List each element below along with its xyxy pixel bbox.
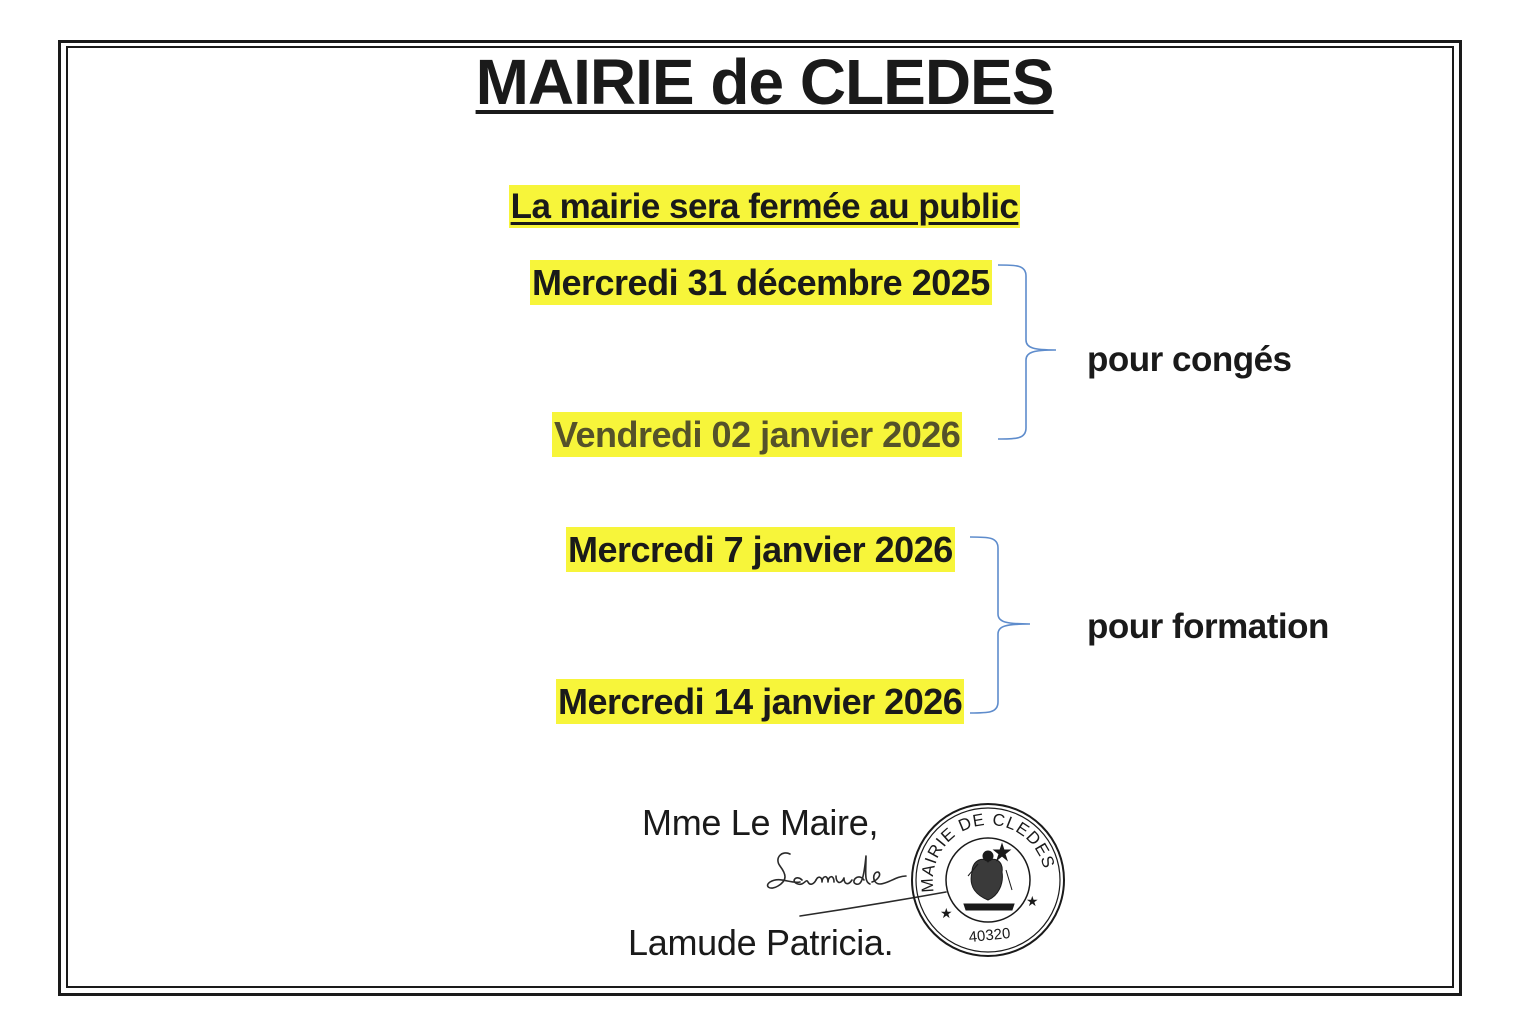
notice-subtitle-text: La mairie sera fermée au public [510, 187, 1019, 226]
page-title [0, 42, 1529, 122]
formation-date-2-text: Mercredi 14 janvier 2026 [558, 681, 963, 722]
formation-brace-icon [966, 534, 1036, 716]
formation-reason: pour formation [1087, 607, 1329, 646]
conges-date-1-text: Mercredi 31 décembre 2025 [532, 262, 990, 303]
seal-bottom-text: 40320 [967, 924, 1012, 947]
conges-date-2-text: Vendredi 02 janvier 2026 [554, 414, 961, 455]
svg-text:★: ★ [1026, 893, 1039, 909]
conges-date-2 [552, 412, 962, 458]
formation-date-2 [556, 679, 964, 725]
conges-reason: pour congés [1087, 340, 1292, 379]
mayor-role: Mme Le Maire, [642, 802, 879, 843]
official-seal-icon [908, 800, 1068, 960]
page-title-text: MAIRIE de CLEDES [475, 46, 1054, 118]
svg-text:★: ★ [940, 905, 953, 921]
mayor-name: Lamude Patricia. [628, 922, 894, 963]
seal-top-text: MAIRIE DE CLEDES [917, 809, 1059, 894]
conges-date-1 [530, 260, 992, 306]
formation-date-1-text: Mercredi 7 janvier 2026 [568, 529, 953, 570]
conges-brace-icon [994, 262, 1064, 442]
formation-date-1 [566, 527, 955, 573]
notice-subtitle [0, 184, 1529, 230]
